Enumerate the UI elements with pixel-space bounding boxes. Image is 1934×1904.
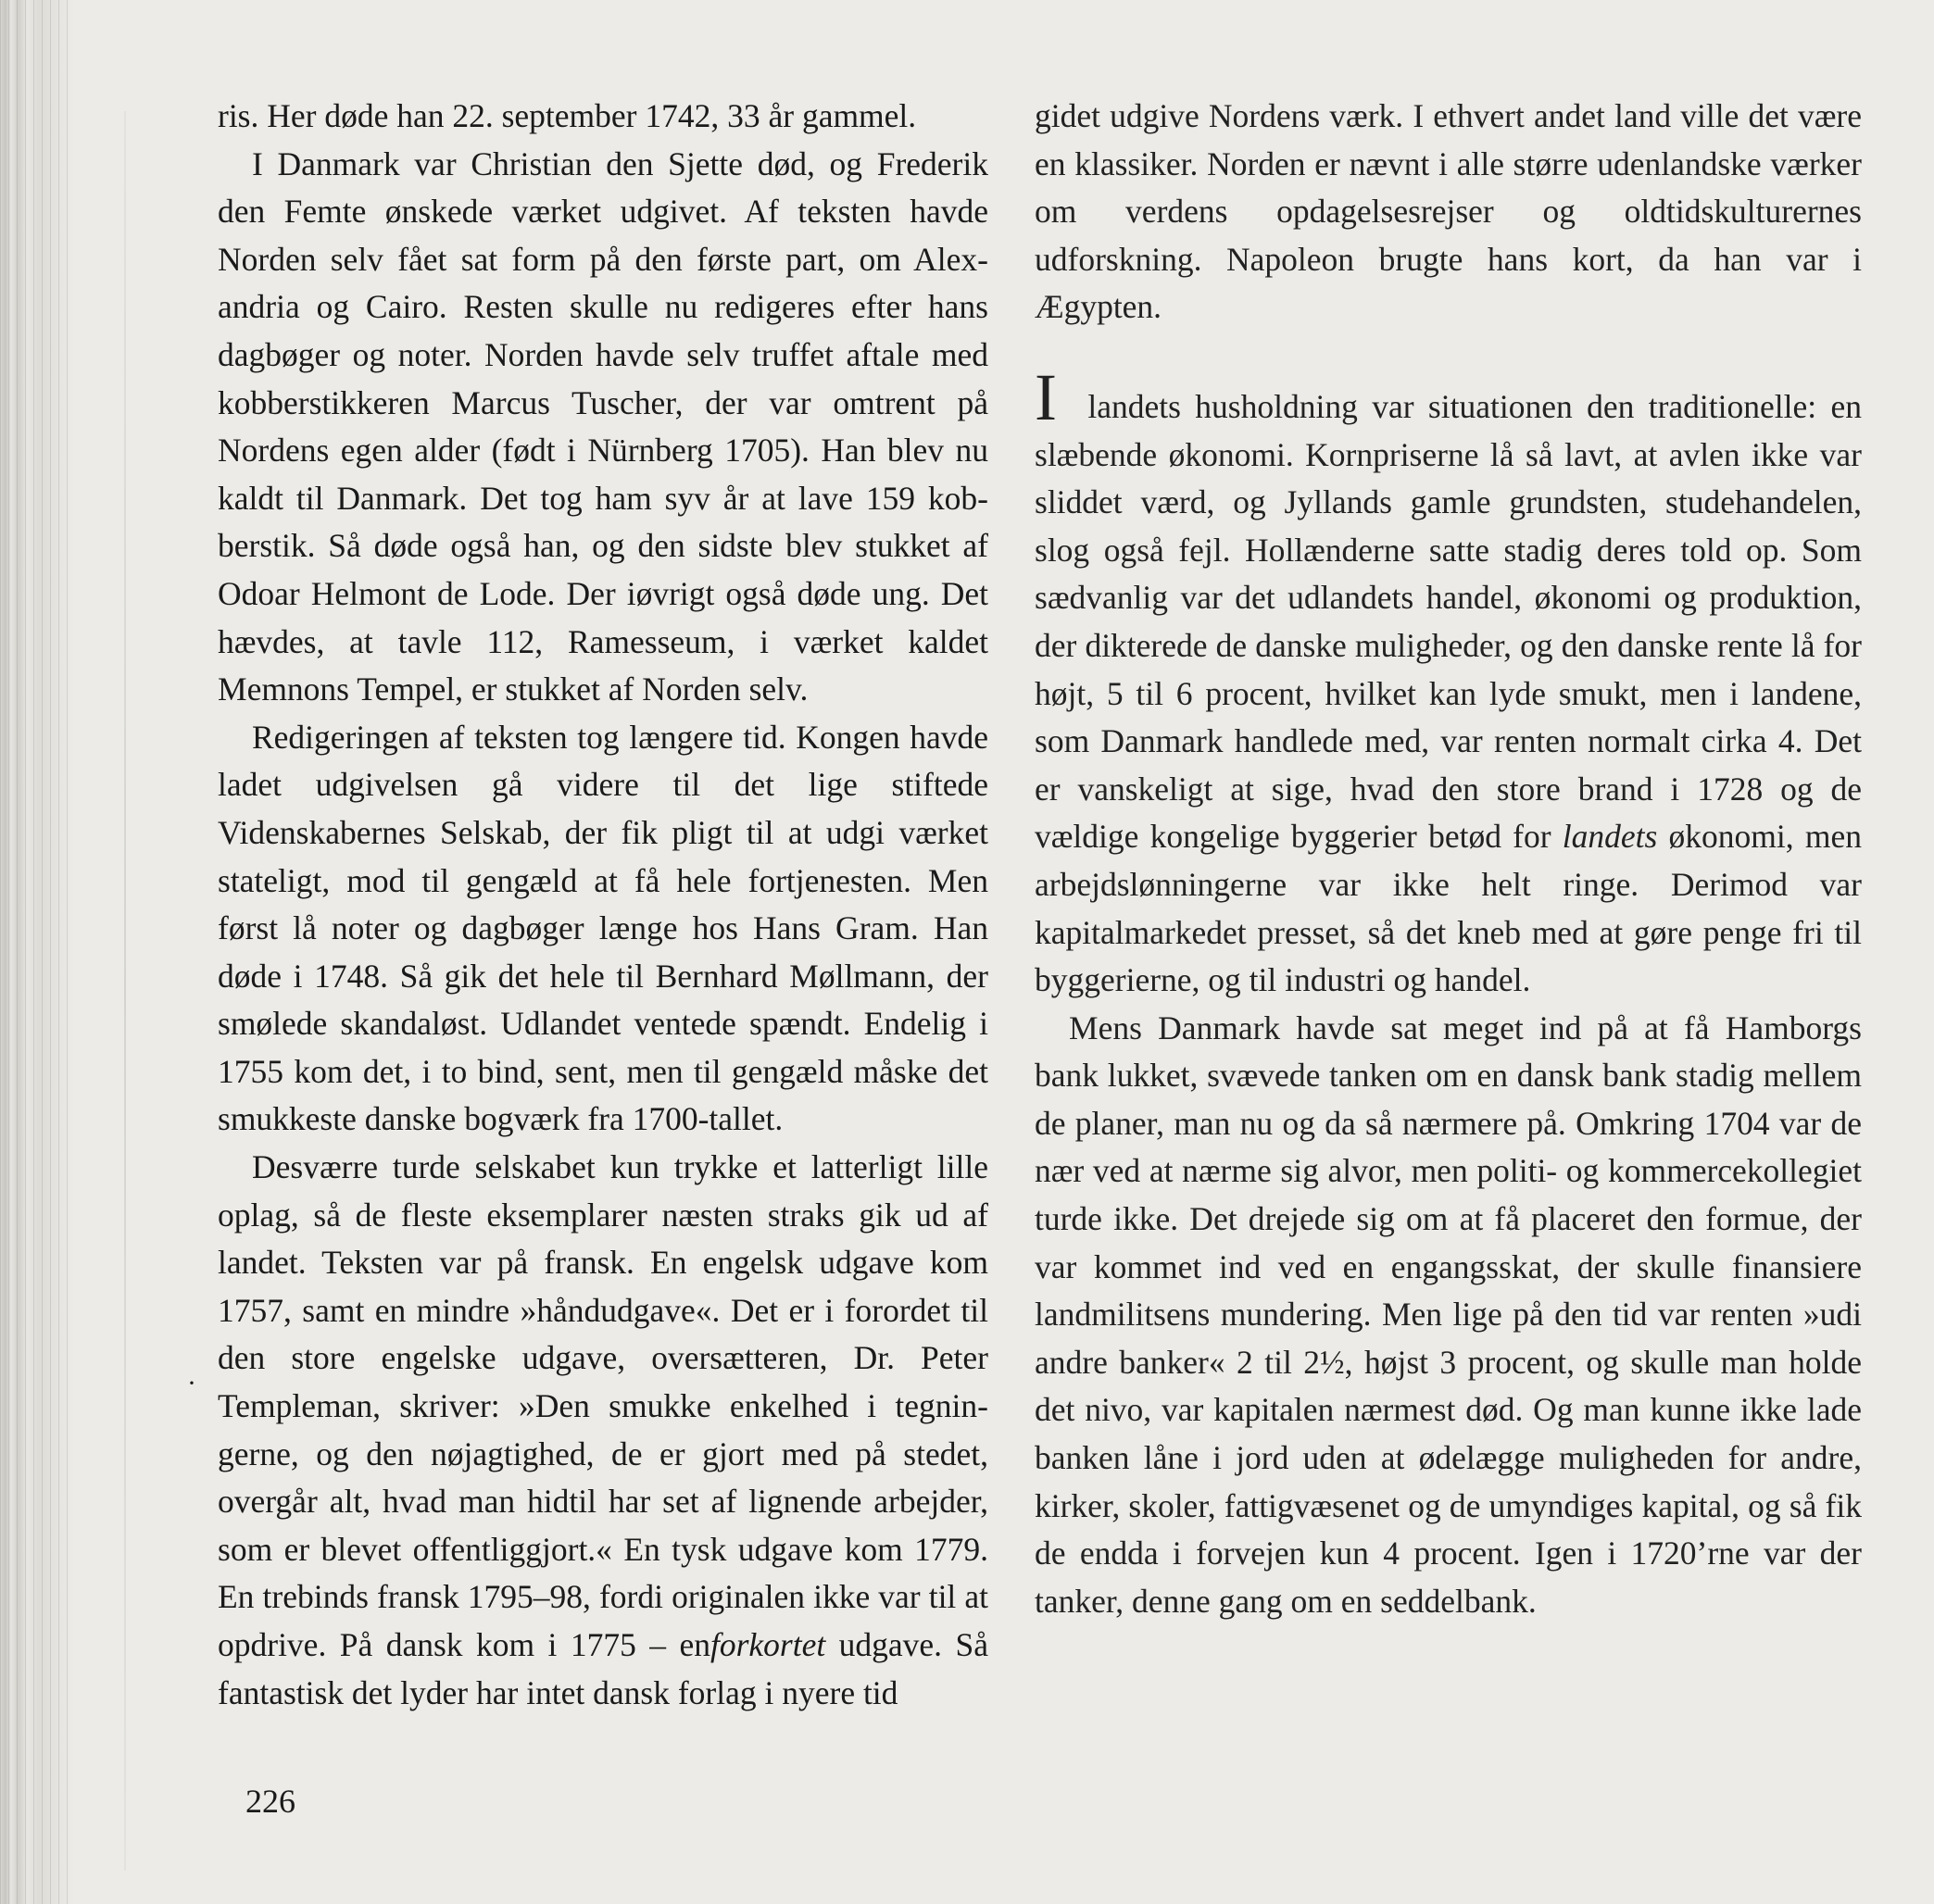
paragraph-1: ris. Her døde han 22. september 1742, 33 år gammel.	[218, 97, 917, 134]
paragraph-2: I Danmark var Christian den Sjette død, og Frederik den Femte ønskede værket udgivet. Af teksten havde Norden selv fået sat form på den første part, om Alexandria og Cairo. Resten skulle nu redigeres efter hans dagbøger og noter. Norden havde selv truffet aftale med kobberstikkeren Marcus Tuscher, der var omtrent på Nordens egen alder (født i Nürnberg 1705). Han blev nu kaldt til Danmark. Det tog ham syv år at lave 159 kobberstik. Så døde også han, og den sidste blev stukket af Odoar Helmont de Lode. Der iøvrigt også døde ung. Det hævdes, at tavle 112, Ramesseum, i værket kaldet Memnons Tempel, er stukket af Norden selv.	[218, 144, 988, 708]
left-column	[218, 93, 988, 1717]
paragraph-4-italic: forkortet	[710, 1626, 826, 1663]
paragraph-3: Redigeringen af teksten tog længere tid. Kongen havde ladet udgivelsen gå videre til det lige stiftede Videnskabernes Selskab, der fik pligt til at udgi værket stateligt, mod til gengæld at få hele fortjenesten. Men først lå noter og dagbøger længe hos Hans Gram. Han døde i 1748. Så gik det hele til Bernhard Møllmann, der smølede skandaløst. Udlandet ventede spændt. Endelig i 1755 kom det, i to bind, sent, men til gengæld måske det smukkeste danske bogværk fra 1700-tallet.	[218, 718, 988, 1138]
paragraph-6	[1035, 359, 1862, 1005]
paragraph-4-text: Desværre turde selskabet kun trykke et latterligt lille oplag, så de fleste eksemplarer næsten straks gik ud af landet. Teksten var på fransk. En engelsk udgave kom 1757, samt en mindre »håndudgave«. Det er i forordet til den store engelske udgave, oversætteren, Dr. Peter Templeman, skriver: »Den smukke enkelhed i tegningerne, og den nøjagtighed, de er gjort med på stedet, overgår alt, hvad man hidtil har set af lignende arbejder, som er blevet offentliggjort.« En tysk udgave kom 1779. En trebinds fransk 1795–98, fordi originalen ikke var til at opdrive. På dansk kom i 1775 – en	[218, 1148, 988, 1663]
page-number: 226	[245, 1783, 295, 1820]
drop-cap: I	[1035, 359, 1057, 434]
paragraph-6-end: økonomi, men arbejdslønningerne var ikke helt ringe. Derimod var kapitalmarkedet presset, så det kneb med at gøre penge fri til byggerierne, og til industri og handel.	[1035, 818, 1862, 999]
page-edge-stack	[0, 0, 74, 1904]
paragraph-6-italic: landets	[1562, 818, 1658, 856]
paragraph-4	[218, 1144, 988, 1717]
paragraph-4-end: udgave. Så fantastisk det lyder har intet dansk forlag i nyere tid	[218, 1626, 988, 1711]
right-column	[1035, 93, 1862, 1625]
paragraph-5: gidet udgive Nordens værk. I ethvert andet land ville det være en klassiker. Norden er nævnt i alle større udenlandske værker om verdens opdagelsesrejser og oldtidskulturernes udforskning. Napoleon brugte hans kort, da han var i Ægypten.	[1035, 97, 1862, 326]
paragraph-6-text: landets husholdning var situationen den traditionelle: en slæbende økonomi. Kornpriserne lå så lavt, at avlen ikke var sliddet værd, og Jyllands gamle grundsten, studehandelen, slog også fejl. Hollænderne satte stadig deres told op. Som sædvanlig var det udlandets handel, økonomi og produktion, der dikterede de danske muligheder, og den danske rente lå for højt, 5 til 6 procent, hvilket kan lyde smukt, men i landene, som Danmark handlede med, var renten normalt cirka 4. Det er vanskeligt at sige, hvad den store brand i 1728 og de vældige kongelige byggerier betød for	[1035, 387, 1862, 856]
margin-mark: ·	[187, 1368, 196, 1398]
gutter-shadow	[124, 111, 126, 1871]
paragraph-7: Mens Danmark havde sat meget ind på at få Hamborgs bank lukket, svævede tanken om en dansk bank stadig mellem de planer, man nu og da så nærmere på. Omkring 1704 var de nær ved at nærme sig alvor, men politi- og kommercekollegiet turde ikke. Det drejede sig om at få placeret den formue, der var kommet ind ved en engangsskat, der skulle finansiere landmilitsens mundering. Men lige på den tid var renten »udi andre banker« 2 til 2½, højst 3 procent, og skulle man holde det nivo, var kapitalen nærmest død. Og man kunne ikke lade banken låne i jord uden at ødelægge muligheden for andre, kirker, skoler, fattigvæsenet og de umyndiges kapital, og så fik de endda i forvejen kun 4 procent. Igen i 1720’rne var der tanker, denne gang om en seddelbank.	[1035, 1008, 1862, 1620]
